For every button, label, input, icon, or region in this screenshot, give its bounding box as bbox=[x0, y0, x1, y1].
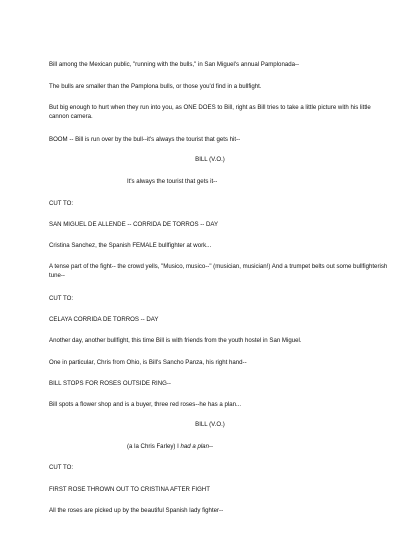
dialogue-text: (a la Chris Farley) I bbox=[127, 443, 181, 450]
character-cue: BILL (V.O.) bbox=[195, 421, 225, 428]
action-line: But big enough to hurt when they run into you, as ONE DOES to Bill, right as Bill tries to take a little picture with his little cannon camera. bbox=[49, 104, 371, 121]
scene-heading: FIRST ROSE THROWN OUT TO CRISTINA AFTER FIGHT bbox=[49, 486, 210, 493]
dialogue-line bbox=[127, 442, 420, 451]
action-line: Bill spots a flower shop and is a buyer, three red roses--he has a plan... bbox=[49, 401, 242, 408]
action-line: Another day, another bullfight, this time Bill is with friends from the youth hostel in San Miguel. bbox=[49, 337, 302, 344]
character-cue: BILL (V.O.) bbox=[195, 156, 225, 163]
action-line: One in particular, Chris from Ohio, is Bill's Sancho Panza, his right hand-- bbox=[49, 359, 247, 366]
action-line: BOOM -- Bill is run over by the bull--it's always the tourist that gets hit-- bbox=[49, 136, 241, 143]
scene-heading: SAN MIGUEL DE ALLENDE -- CORRIDA DE TORROS -- DAY bbox=[49, 221, 219, 228]
transition: CUT TO: bbox=[49, 295, 74, 302]
scene-heading: CELAYA CORRIDA DE TORROS -- DAY bbox=[49, 316, 159, 323]
dialogue-line: It's always the tourist that gets it-- bbox=[127, 178, 218, 185]
action-line: The bulls are smaller than the Pamplona bulls, or those you'd find in a bullfight. bbox=[49, 83, 262, 90]
action-line: Cristina Sanchez, the Spanish FEMALE bullfighter at work... bbox=[49, 242, 212, 249]
action-line: Bill among the Mexican public, "running with the bulls," in San Miguel's annual Pamplonada-- bbox=[49, 61, 300, 68]
scene-heading: BILL STOPS FOR ROSES OUTSIDE RING-- bbox=[49, 380, 171, 387]
dialogue-emphasis: had a plan bbox=[180, 443, 209, 450]
action-line: All the roses are picked up by the beautiful Spanish lady fighter-- bbox=[49, 507, 224, 514]
dialogue-text: -- bbox=[208, 443, 214, 450]
transition: CUT TO: bbox=[49, 464, 74, 471]
action-line: A tense part of the fight-- the crowd yells, "Musico, musico--" (musician, musician!) And a trumpet belts out some bullfighterish tune-- bbox=[49, 263, 388, 280]
transition: CUT TO: bbox=[49, 200, 74, 207]
